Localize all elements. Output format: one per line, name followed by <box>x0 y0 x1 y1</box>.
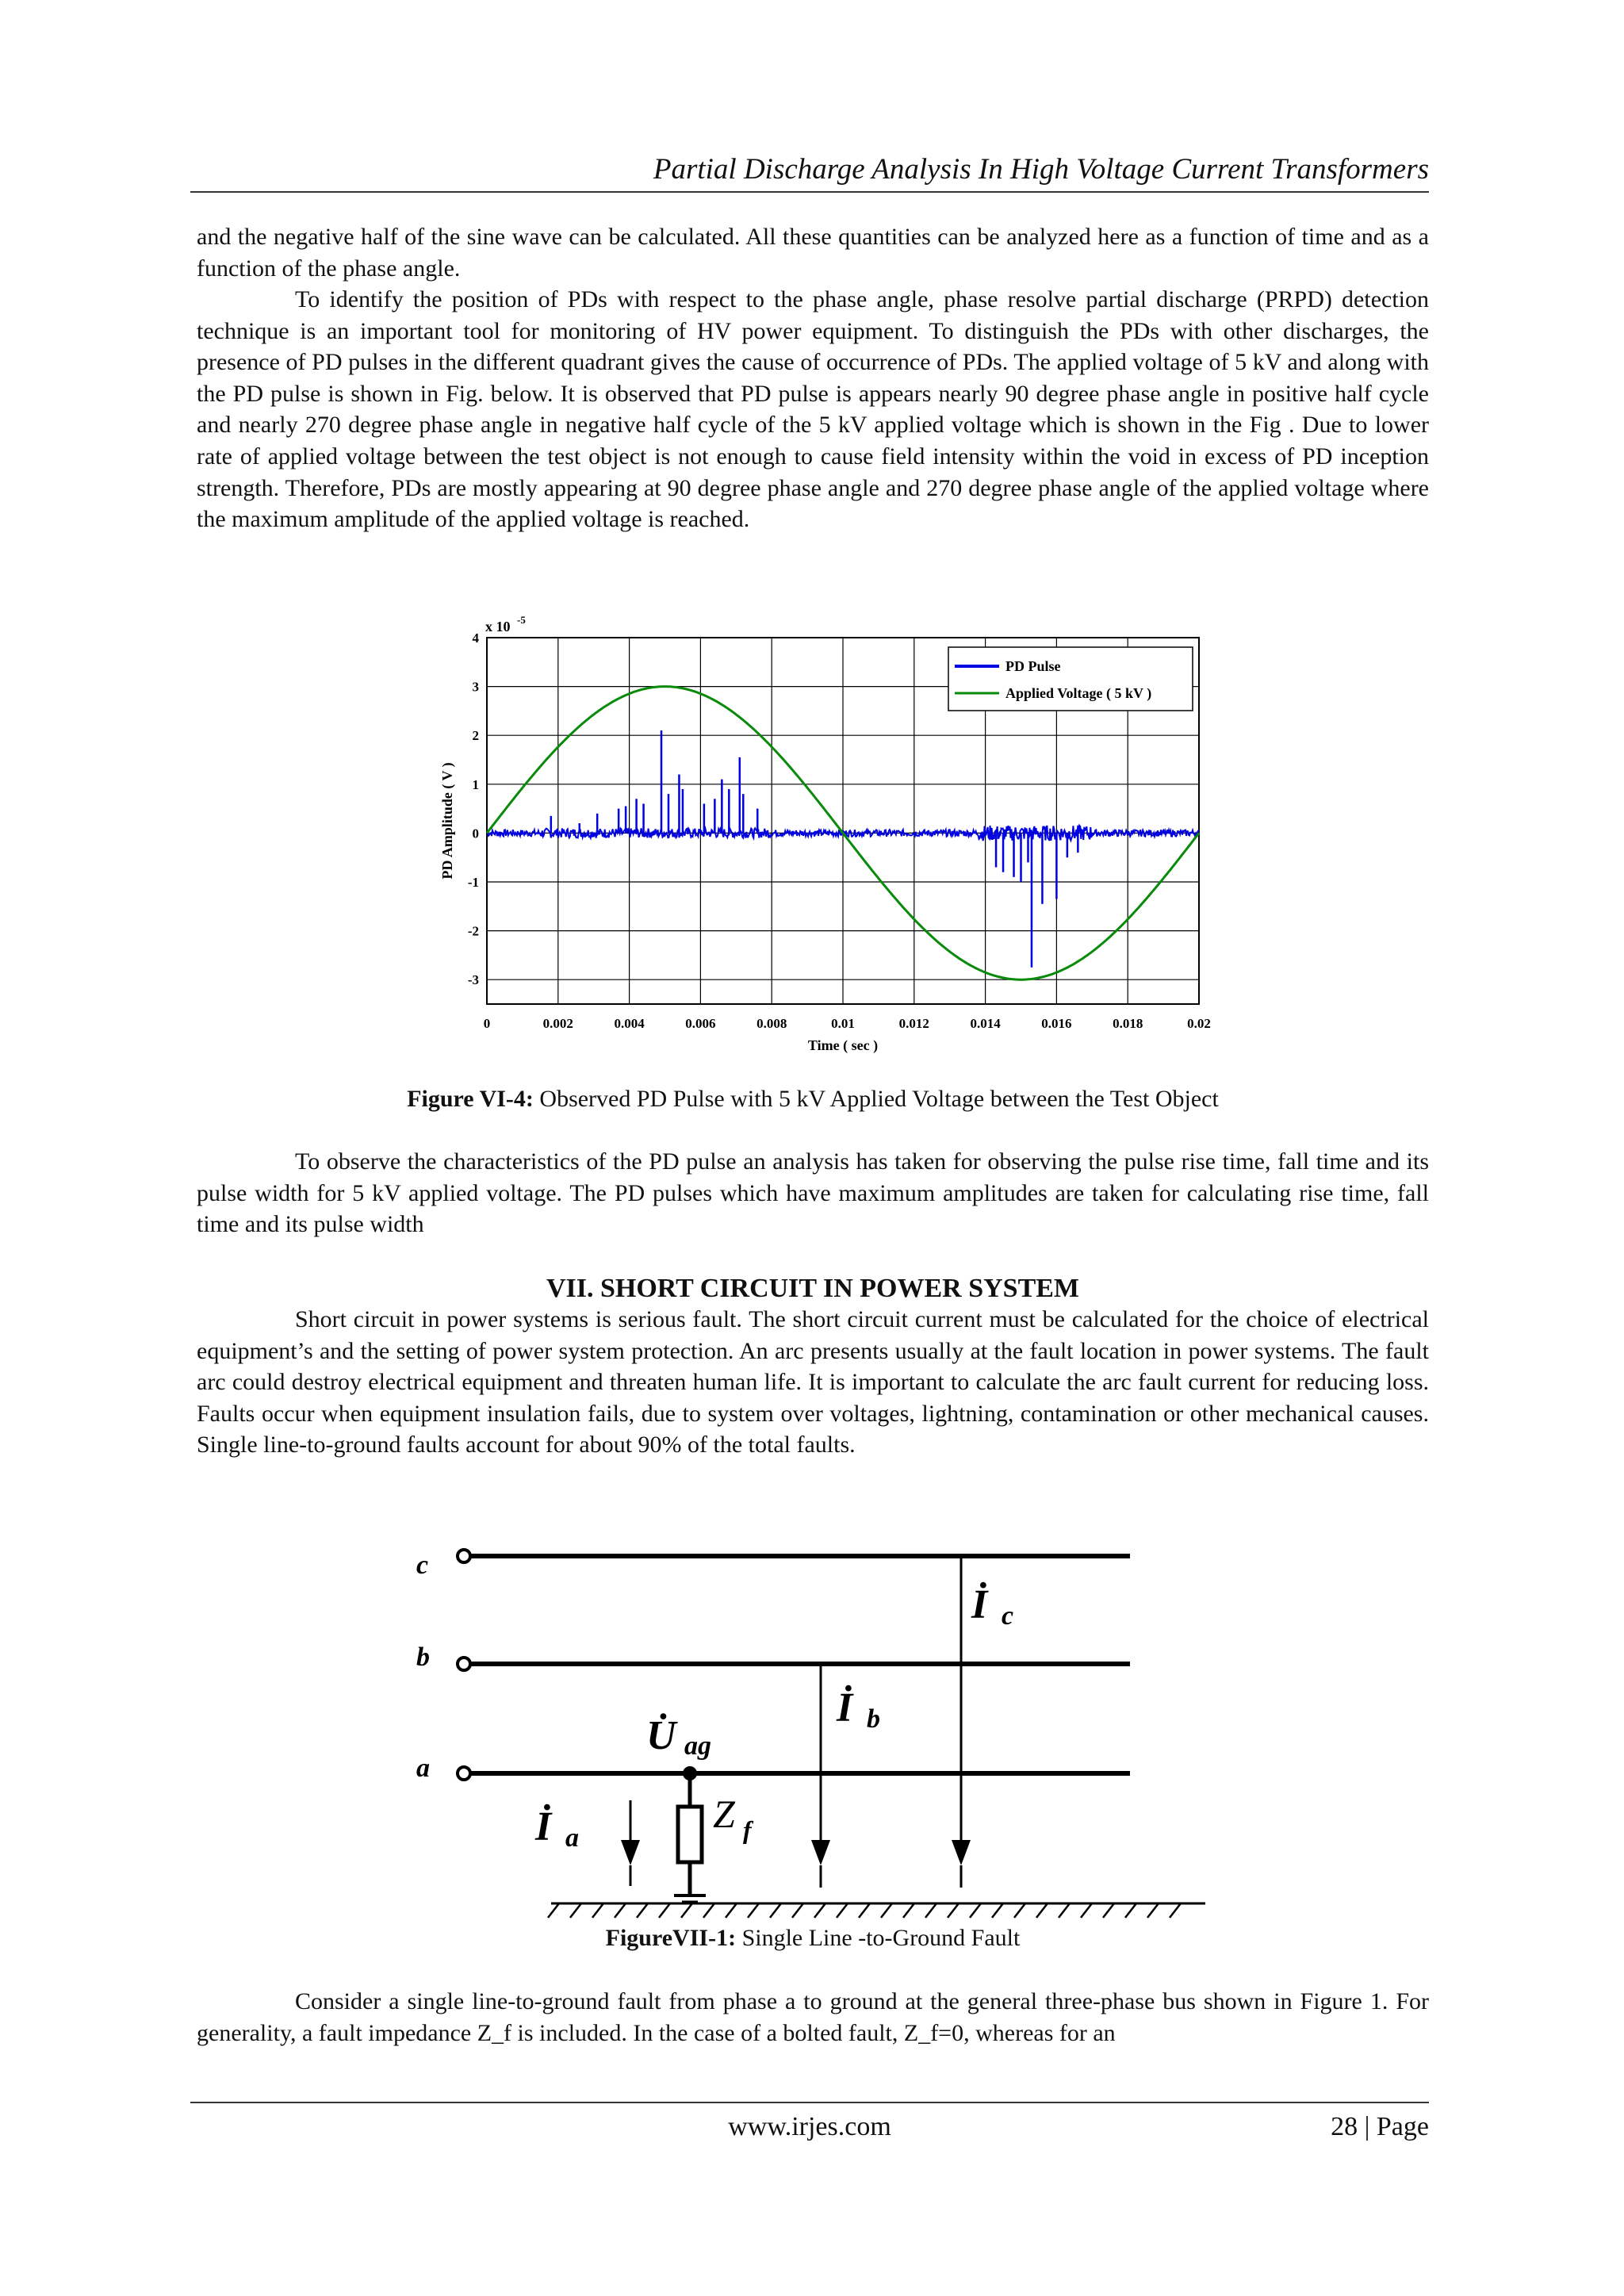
hatch-mark <box>548 1903 559 1918</box>
current-label-ib-sub: b <box>867 1704 880 1734</box>
ground-hatching <box>548 1903 1181 1918</box>
x-tick-label: 0.014 <box>970 1016 1001 1031</box>
y-tick-label: 2 <box>472 728 479 744</box>
hatch-mark <box>925 1903 936 1918</box>
hatch-mark <box>881 1903 892 1918</box>
hatch-mark <box>726 1903 737 1918</box>
legend-label-pd: PD Pulse <box>1005 658 1061 674</box>
header-rule <box>190 191 1429 193</box>
impedance-label: Z <box>713 1792 735 1836</box>
hatch-mark <box>1147 1903 1159 1918</box>
pd-pulse-figure <box>435 609 1220 1058</box>
hatch-mark <box>1125 1903 1136 1918</box>
hatch-mark <box>814 1903 825 1918</box>
hatch-mark <box>703 1903 714 1918</box>
footer-rule <box>190 2102 1429 2103</box>
y-tick-label: -3 <box>467 972 479 988</box>
slg-fault-diagram <box>408 1523 1209 1919</box>
y-multiplier-exp: -5 <box>517 614 526 626</box>
hatch-mark <box>859 1903 870 1918</box>
x-tick-label: 0.012 <box>898 1016 929 1031</box>
phase-label-c: c <box>416 1550 429 1580</box>
figure-caption-vi4 <box>197 1083 1429 1115</box>
hatch-mark <box>570 1903 581 1918</box>
hatch-mark <box>1170 1903 1181 1918</box>
arrow-ic <box>952 1840 971 1865</box>
paragraph-short-circuit: Short circuit in power systems is serious fault. The short circuit current must be calculated for the choice of electrical equipment’s and the setting of power system protection. An arc presents usually at the fault location in power systems. The fault arc could destroy electrical equipment and threaten human life. It is important to calculate the arc fault current for reducing loss. Faults occur when equipment insulation fails, due to system over voltages, lightning, contamination or other mechanical causes. Single line-to-ground faults account for about 90% of the total faults. <box>197 1306 1429 1458</box>
y-multiplier: x 10 <box>485 619 511 634</box>
voltage-label-uag: U̇ <box>646 1713 676 1758</box>
hatch-mark <box>837 1903 848 1918</box>
x-axis-label: Time ( sec ) <box>807 1037 879 1053</box>
terminal-c <box>458 1550 470 1562</box>
current-label-ic: İ <box>971 1582 988 1627</box>
hatch-mark <box>615 1903 626 1918</box>
y-tick-label: -1 <box>467 875 479 890</box>
legend-label-voltage: Applied Voltage ( 5 kV ) <box>1005 685 1152 701</box>
y-tick-label: 4 <box>472 631 479 646</box>
figure-text-vii1: Single Line -to-Ground Fault <box>736 1925 1021 1951</box>
hatch-mark <box>1036 1903 1048 1918</box>
x-tick-label: 0.016 <box>1041 1016 1072 1031</box>
hatch-mark <box>1081 1903 1092 1918</box>
hatch-mark <box>970 1903 981 1918</box>
figure-caption-vii1 <box>197 1922 1429 1954</box>
voltage-label-uag-sub: ag <box>684 1731 711 1761</box>
legend-box <box>948 647 1193 711</box>
current-label-ia: İ <box>535 1804 552 1849</box>
slg-fault-figure <box>408 1523 1209 1919</box>
section-heading: VII. SHORT CIRCUIT IN POWER SYSTEM <box>546 1274 1080 1303</box>
impedance-zf <box>678 1807 702 1862</box>
paragraph-pulse-characteristics: To observe the characteristics of the PD pulse an analysis has taken for observing the pulse rise time, fall time and its pulse width for 5 kV applied voltage. The PD pulses which have maximum amplitudes are taken for calculating rise time, fall time and its pulse width <box>197 1148 1429 1238</box>
footer-page-number: 28 | Page <box>1331 2112 1429 2141</box>
phase-label-a: a <box>416 1754 430 1783</box>
y-tick-label: 3 <box>472 679 479 695</box>
current-label-ic-sub: c <box>1002 1601 1014 1631</box>
hatch-mark <box>592 1903 603 1918</box>
current-label-ib: İ <box>837 1685 853 1731</box>
y-axis-label: PD Amplitude ( V ) <box>439 762 455 880</box>
arrow-ib <box>811 1840 830 1865</box>
impedance-label-sub: f <box>743 1815 752 1844</box>
x-tick-label: 0.02 <box>1187 1016 1211 1031</box>
hatch-mark <box>1059 1903 1070 1918</box>
y-tick-label: -2 <box>467 923 479 939</box>
footer-website: www.irjes.com <box>728 2112 891 2141</box>
hatch-mark <box>637 1903 648 1918</box>
pd-pulse-chart <box>435 609 1220 1058</box>
x-tick-label: 0.004 <box>614 1016 645 1031</box>
current-label-ia-sub: a <box>565 1823 579 1853</box>
hatch-mark <box>792 1903 803 1918</box>
arrow-ia <box>621 1840 640 1865</box>
x-tick-label: 0.01 <box>831 1016 855 1031</box>
hatch-mark <box>1103 1903 1114 1918</box>
figure-label-vii1: FigureVII-1: <box>605 1925 737 1951</box>
hatch-mark <box>1014 1903 1025 1918</box>
figure-text-vi4: Observed PD Pulse with 5 kV Applied Voltage between the Test Object <box>533 1086 1219 1112</box>
terminal-a <box>458 1767 470 1780</box>
y-tick-label: 0 <box>472 826 479 841</box>
running-title: Partial Discharge Analysis In High Voltage Current Transformers <box>653 153 1429 186</box>
x-tick-label: 0 <box>483 1016 491 1031</box>
paragraph-continued: and the negative half of the sine wave can be calculated. All these quantities can be analyzed here as a function of time and as a function of the phase angle. <box>197 224 1429 282</box>
terminal-b <box>458 1658 470 1670</box>
hatch-mark <box>948 1903 959 1918</box>
chart-legend <box>948 647 1193 711</box>
phase-label-b: b <box>416 1642 430 1672</box>
hatch-mark <box>770 1903 781 1918</box>
hatch-mark <box>748 1903 759 1918</box>
x-tick-label: 0.018 <box>1113 1016 1143 1031</box>
y-tick-label: 1 <box>472 776 479 792</box>
x-tick-label: 0.008 <box>756 1016 787 1031</box>
hatch-mark <box>681 1903 692 1918</box>
x-tick-label: 0.006 <box>685 1016 716 1031</box>
hatch-mark <box>903 1903 914 1918</box>
hatch-mark <box>992 1903 1003 1918</box>
x-tick-label: 0.002 <box>542 1016 573 1031</box>
hatch-mark <box>659 1903 670 1918</box>
paragraph-prpd: To identify the position of PDs with respect to the phase angle, phase resolve partial discharge (PRPD) detection technique is an important tool for monitoring of HV power equipment. To distinguish the PDs with other discharges, the presence of PD pulses in the different quadrant gives the cause of occurrence of PDs. The applied voltage of 5 kV and along with the PD pulse is shown in Fig. below. It is observed that PD pulse is appears nearly 90 degree phase angle in positive half cycle and nearly 270 degree phase angle in negative half cycle of the 5 kV applied voltage which is shown in the Fig . Due to lower rate of applied voltage between the test object is not enough to cause field intensity within the void in excess of PD inception strength. Therefore, PDs are mostly appearing at 90 degree phase angle and 270 degree phase angle of the applied voltage where the maximum amplitude of the applied voltage is reached. <box>197 286 1429 533</box>
paragraph-slg-fault: Consider a single line-to-ground fault from phase a to ground at the general three-phase bus shown in Figure 1. For generality, a fault impedance Z_f is included. In the case of a bolted fault, Z_f=0, whereas for an <box>197 1988 1429 2046</box>
figure-label-vi4: Figure VI-4: <box>407 1086 534 1112</box>
